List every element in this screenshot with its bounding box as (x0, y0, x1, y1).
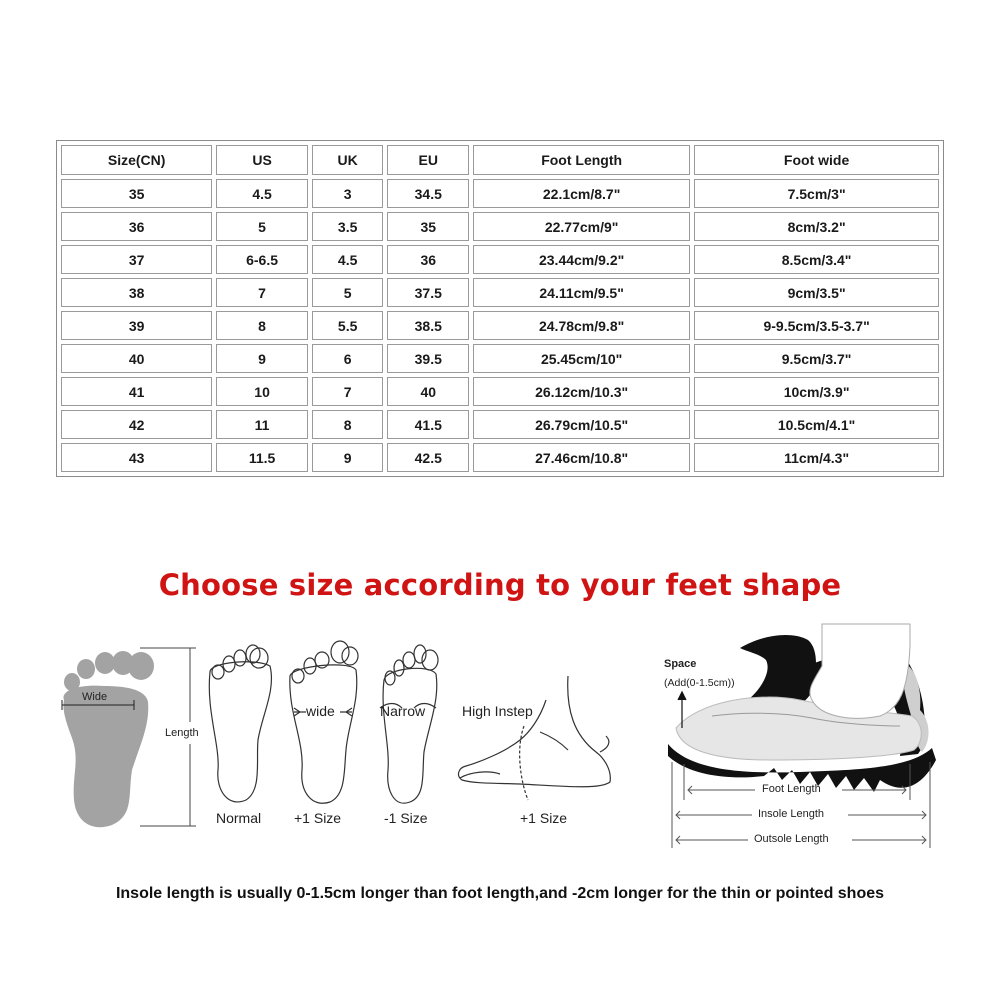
table-cell: 6 (312, 344, 384, 373)
minus-one-size-label: -1 Size (384, 810, 428, 826)
high-instep-foot-outline (459, 676, 611, 800)
table-cell: 34.5 (387, 179, 469, 208)
length-label: Length (165, 727, 199, 739)
table-cell: 26.12cm/10.3" (473, 377, 690, 406)
table-cell: 35 (387, 212, 469, 241)
column-header: Size(CN) (61, 145, 212, 175)
table-cell: 5 (312, 278, 384, 307)
normal-foot-label: Normal (216, 810, 262, 826)
table-cell: 42.5 (387, 443, 469, 472)
table-cell: 25.45cm/10" (473, 344, 690, 373)
section-heading: Choose size according to your feet shape (158, 568, 842, 602)
table-cell: 8 (312, 410, 384, 439)
table-cell: 26.79cm/10.5" (473, 410, 690, 439)
table-cell: 8cm/3.2" (694, 212, 939, 241)
table-cell: 41.5 (387, 410, 469, 439)
table-cell: 9 (312, 443, 384, 472)
table-cell: 7 (312, 377, 384, 406)
column-header: EU (387, 145, 469, 175)
table-cell: 3.5 (312, 212, 384, 241)
shoe-section-icon (668, 624, 936, 792)
table-cell: 10 (216, 377, 308, 406)
table-cell: 8.5cm/3.4" (694, 245, 939, 274)
insole-note: Insole length is usually 0-1.5cm longer than foot length,and -2cm longer for the thin or pointed shoes (115, 885, 885, 902)
table-cell: 7 (216, 278, 308, 307)
normal-foot-outline (209, 645, 271, 802)
narrow-foot-outline (383, 645, 438, 803)
table-cell: 9.5cm/3.7" (694, 344, 939, 373)
table-cell: 42 (61, 410, 212, 439)
table-cell: 9 (216, 344, 308, 373)
table-cell: 3 (312, 179, 384, 208)
wide-label: Wide (82, 691, 108, 703)
table-cell: 11.5 (216, 443, 308, 472)
space-sub-label: (Add(0-1.5cm)) (664, 677, 735, 689)
table-cell: 39 (61, 311, 212, 340)
table-cell: 24.78cm/9.8" (473, 311, 690, 340)
table-cell: 24.11cm/9.5" (473, 278, 690, 307)
table-cell: 8 (216, 311, 308, 340)
table-cell: 38 (61, 278, 212, 307)
table-cell: 10.5cm/4.1" (694, 410, 939, 439)
column-header: Foot Length (473, 145, 690, 175)
wide-foot-outline (290, 641, 358, 803)
table-cell: 11 (216, 410, 308, 439)
table-cell: 37 (61, 245, 212, 274)
high-instep-label: High Instep (462, 703, 533, 719)
table-cell: 23.44cm/9.2" (473, 245, 690, 274)
table-cell: 38.5 (387, 311, 469, 340)
column-header: US (216, 145, 308, 175)
foot-length-label: Foot Length (762, 783, 821, 795)
table-cell: 40 (61, 344, 212, 373)
footprint-icon (63, 651, 154, 827)
column-header: Foot wide (694, 145, 939, 175)
plus-one-size-label: +1 Size (294, 810, 342, 826)
table-cell: 5.5 (312, 311, 384, 340)
table-cell: 36 (61, 212, 212, 241)
table-cell: 22.77cm/9" (473, 212, 690, 241)
table-cell: 5 (216, 212, 308, 241)
wide-foot-label: wide (306, 703, 335, 719)
table-cell: 43 (61, 443, 212, 472)
space-label: Space (664, 658, 697, 670)
table-cell: 7.5cm/3" (694, 179, 939, 208)
table-cell: 4.5 (312, 245, 384, 274)
table-cell: 36 (387, 245, 469, 274)
table-cell: 41 (61, 377, 212, 406)
table-cell: 11cm/4.3" (694, 443, 939, 472)
table-cell: 39.5 (387, 344, 469, 373)
table-cell: 9cm/3.5" (694, 278, 939, 307)
outsole-length-label: Outsole Length (754, 833, 829, 845)
table-cell: 40 (387, 377, 469, 406)
high-instep-size-label: +1 Size (520, 810, 568, 826)
insole-length-label: Insole Length (758, 808, 825, 820)
table-cell: 27.46cm/10.8" (473, 443, 690, 472)
table-cell: 10cm/3.9" (694, 377, 939, 406)
narrow-foot-label: Narrow (380, 703, 426, 719)
column-header: UK (312, 145, 384, 175)
table-cell: 9-9.5cm/3.5-3.7" (694, 311, 939, 340)
table-cell: 37.5 (387, 278, 469, 307)
table-cell: 6-6.5 (216, 245, 308, 274)
table-cell: 35 (61, 179, 212, 208)
table-cell: 4.5 (216, 179, 308, 208)
table-cell: 22.1cm/8.7" (473, 179, 690, 208)
